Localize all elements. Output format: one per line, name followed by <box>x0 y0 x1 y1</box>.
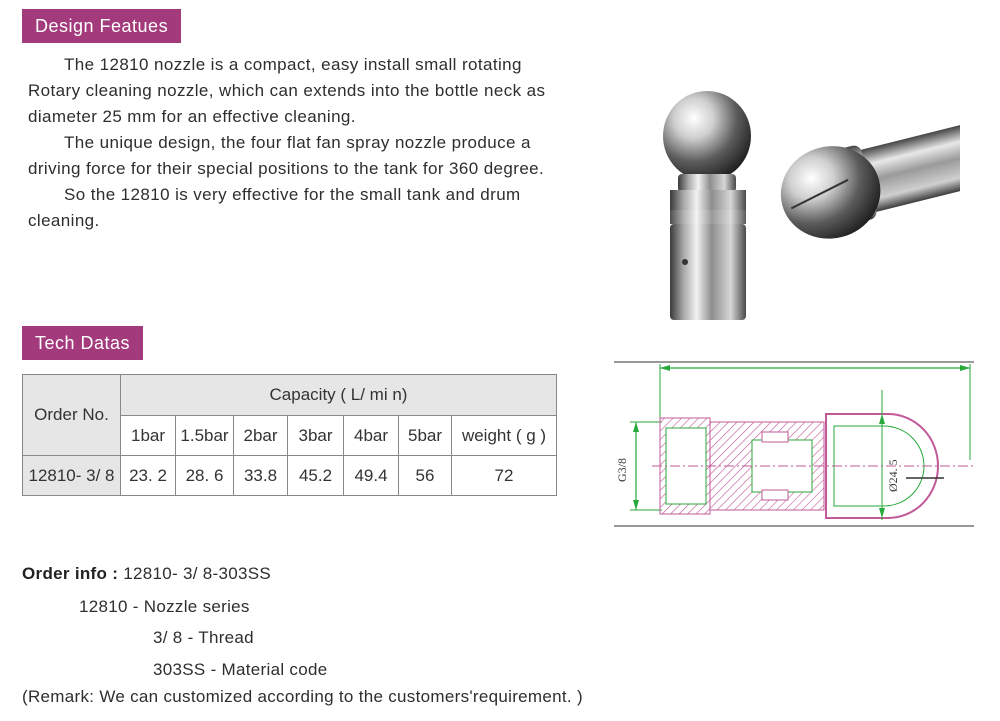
column-header: 1bar <box>121 416 176 456</box>
thread-label: G3/8 <box>615 458 629 482</box>
tech-data-table <box>22 374 557 496</box>
order-info-label: Order info : <box>22 564 119 583</box>
order-no-cell: 12810- 3/ 8 <box>23 456 121 496</box>
capacity-cell: 49.4 <box>344 456 399 496</box>
design-features-heading: Design Featues <box>22 9 181 43</box>
nozzle-cross-section-drawing <box>612 360 982 532</box>
order-no-header: Order No. <box>23 375 121 456</box>
design-paragraph: The 12810 nozzle is a compact, easy install small rotating Rotary cleaning nozzle, which can extends into the bottle neck as diameter 25 mm for an effective cleaning. <box>28 55 546 126</box>
tech-datas-heading: Tech Datas <box>22 326 143 360</box>
diameter-label: Ø24. 5 <box>886 459 900 492</box>
design-description <box>28 52 576 234</box>
design-paragraph: So the 12810 is very effective for the small tank and drum cleaning. <box>28 185 521 230</box>
order-line-material: 303SS - Material code <box>153 660 328 679</box>
weight-cell: 72 <box>452 456 557 496</box>
capacity-cell: 28. 6 <box>176 456 234 496</box>
column-header: 5bar <box>399 416 452 456</box>
column-header: 2bar <box>234 416 288 456</box>
capacity-cell: 33.8 <box>234 456 288 496</box>
design-paragraph: The unique design, the four flat fan spray nozzle produce a driving force for their special positions to the tank for 360 degree. <box>28 133 545 178</box>
capacity-cell: 56 <box>399 456 452 496</box>
order-info <box>22 564 271 584</box>
column-header: 1.5bar <box>176 416 234 456</box>
column-header: 3bar <box>288 416 344 456</box>
column-header: weight ( g ) <box>452 416 557 456</box>
column-header: 4bar <box>344 416 399 456</box>
capacity-header: Capacity ( L/ mi n) <box>121 375 557 416</box>
table-row <box>23 456 557 496</box>
nozzle-product-photo <box>640 86 960 326</box>
capacity-cell: 45.2 <box>288 456 344 496</box>
order-code: 12810- 3/ 8-303SS <box>123 564 272 583</box>
order-line-series: 12810 - Nozzle series <box>79 597 250 616</box>
remark-text: (Remark: We can customized according to the customers'requirement. ) <box>22 687 583 706</box>
capacity-cell: 23. 2 <box>121 456 176 496</box>
order-line-thread: 3/ 8 - Thread <box>153 628 254 647</box>
